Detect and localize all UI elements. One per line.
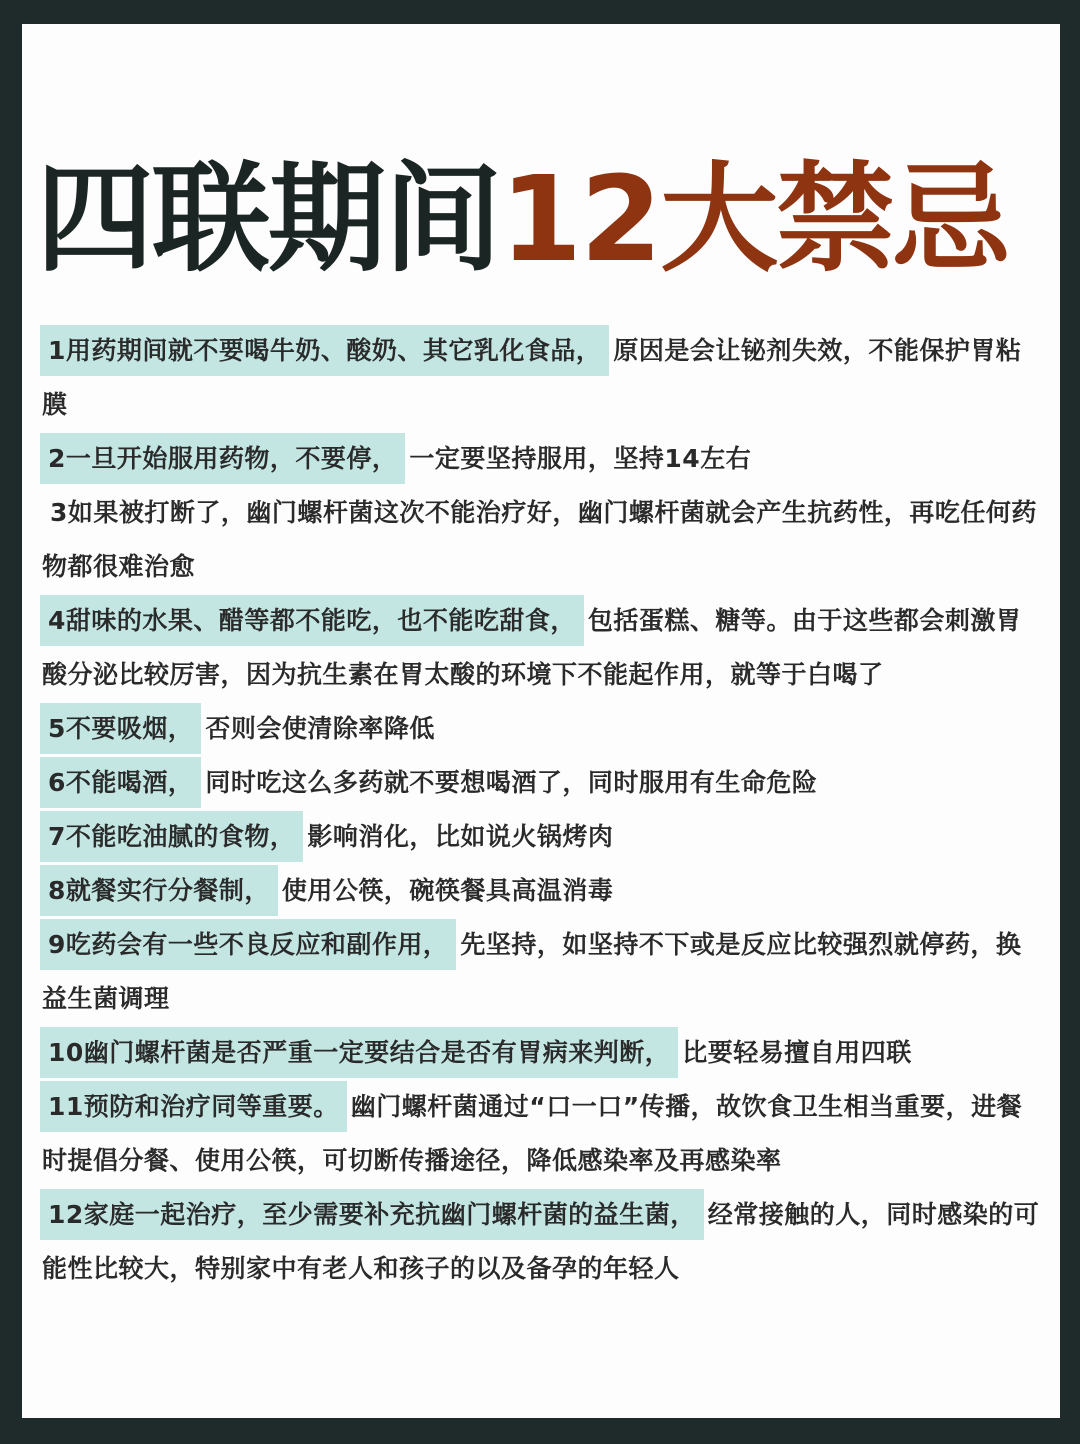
list-item (42, 756, 1042, 810)
item-text: 经常接触的人，同时感染的可能性比较大，特别家中有老人和孩子的以及备孕的年轻人 (42, 1200, 1040, 1283)
content-card (22, 24, 1060, 1418)
item-highlight: 2一旦开始服用药物，不要停， (40, 433, 405, 484)
title-accent: 12大禁忌 (500, 150, 1009, 288)
item-text: 使用公筷，碗筷餐具高温消毒 (281, 876, 614, 905)
item-text: 包括蛋糕、糖等。由于这些都会刺激胃酸分泌比较厉害，因为抗生素在胃太酸的环境下不能起作用，就等于白喝了 (42, 606, 1022, 689)
list-item (42, 432, 1042, 486)
item-highlight: 9吃药会有一些不良反应和副作用， (40, 919, 456, 970)
title-main: 四联期间 (36, 150, 501, 288)
item-highlight: 6不能喝酒， (40, 757, 201, 808)
list-item (42, 918, 1042, 1026)
item-text: 幽门螺杆菌通过“口一口”传播，故饮食卫生相当重要，进餐时提倡分餐、使用公筷，可切断传播途径，降低感染率及再感染率 (42, 1092, 1023, 1175)
item-text: 先坚持，如坚持不下或是反应比较强烈就停药，换益生菌调理 (42, 930, 1022, 1013)
list-item (42, 324, 1042, 432)
item-highlight: 12家庭一起治疗，至少需要补充抗幽门螺杆菌的益生菌， (40, 1189, 704, 1240)
list-item (42, 594, 1042, 702)
list-item (42, 1188, 1042, 1296)
item-highlight: 5不要吸烟， (40, 703, 201, 754)
item-text: 比要轻易擅自用四联 (682, 1038, 912, 1067)
item-highlight: 11预防和治疗同等重要。 (40, 1081, 347, 1132)
item-text: 一定要坚持服用，坚持14左右 (409, 444, 752, 473)
item-highlight: 4甜味的水果、醋等都不能吃，也不能吃甜食， (40, 595, 584, 646)
item-highlight: 7不能吃油腻的食物， (40, 811, 303, 862)
list-item (42, 1080, 1042, 1188)
item-highlight: 10幽门螺杆菌是否严重一定要结合是否有胃病来判断， (40, 1027, 678, 1078)
tips-list (42, 324, 1042, 1296)
list-item (42, 864, 1042, 918)
list-item (42, 702, 1042, 756)
item-text: 同时吃这么多药就不要想喝酒了，同时服用有生命危险 (205, 768, 818, 797)
page-title (36, 134, 1056, 304)
item-highlight: 1用药期间就不要喝牛奶、酸奶、其它乳化食品， (40, 325, 609, 376)
list-item (42, 1026, 1042, 1080)
item-text: 影响消化，比如说火锅烤肉 (307, 822, 614, 851)
item-text: 3如果被打断了，幽门螺杆菌这次不能治疗好，幽门螺杆菌就会产生抗药性，再吃任何药物都很难治愈 (42, 498, 1037, 581)
list-item (42, 486, 1042, 594)
item-text: 否则会使清除率降低 (205, 714, 435, 743)
item-text: 原因是会让铋剂失效，不能保护胃粘膜 (42, 336, 1022, 419)
item-highlight: 8就餐实行分餐制， (40, 865, 278, 916)
list-item (42, 810, 1042, 864)
